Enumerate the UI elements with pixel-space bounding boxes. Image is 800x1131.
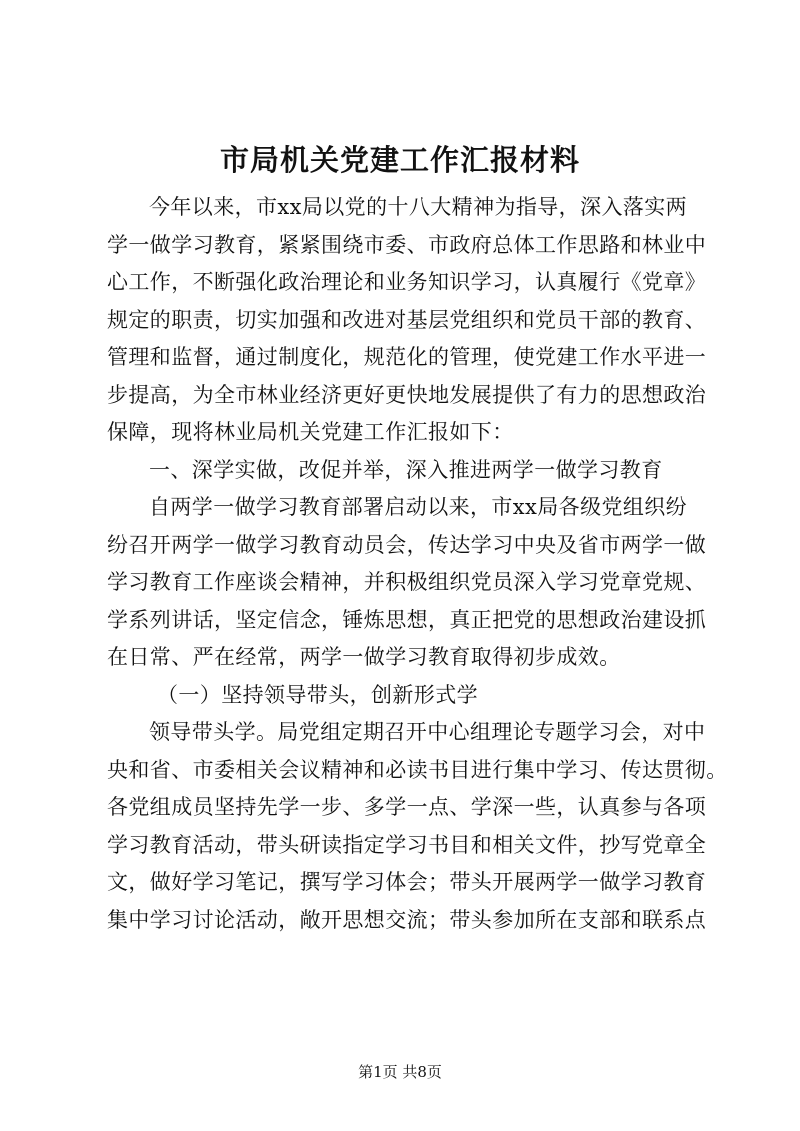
paragraph-line: 管理和监督，通过制度化，规范化的管理，使党建工作水平进一 <box>107 345 707 369</box>
paragraph-line: 在日常、严在经常，两学一做学习教育取得初步成效。 <box>107 645 621 669</box>
paragraph-line: 自两学一做学习教育部署启动以来，市xx局各级党组织纷 <box>149 495 688 519</box>
paragraph-line: 学一做学习教育，紧紧围绕市委、市政府总体工作思路和林业中 <box>107 232 707 257</box>
paragraph-line: 领导带头学。局党组定期召开中心组理论专题学习会，对中 <box>149 720 706 744</box>
paragraph-line: 步提高，为全市林业经济更好更快地发展提供了有力的思想政治 <box>107 382 707 407</box>
paragraph-line: 纷召开两学一做学习教育动员会，传达学习中央及省市两学一做 <box>107 532 707 557</box>
paragraph-line: 学习教育工作座谈会精神，并积极组织党员深入学习党章党规、 <box>107 570 707 594</box>
section-heading: 一、深学实做，改促并举，深入推进两学一做学习教育 <box>149 457 663 482</box>
paragraph-line: 学系列讲话，坚定信念，锤炼思想，真正把党的思想政治建设抓 <box>107 607 707 632</box>
paragraph-line: 规定的职责，切实加强和改进对基层党组织和党员干部的教育、 <box>107 307 707 332</box>
paragraph-line: 心工作，不断强化政治理论和业务知识学习，认真履行《党章》 <box>107 270 707 294</box>
document-title: 市局机关党建工作汇报材料 <box>219 143 580 177</box>
page-footer: 第1页 共8页 <box>358 1063 442 1081</box>
paragraph-line: 学习教育活动，带头研读指定学习书目和相关文件，抄写党章全 <box>107 832 707 857</box>
subsection-heading: （一）坚持领导带头，创新形式学 <box>157 682 478 707</box>
paragraph-line: 各党组成员坚持先学一步、多学一点、学深一些，认真参与各项 <box>107 795 707 819</box>
paragraph-line: 央和省、市委相关会议精神和必读书目进行集中学习、传达贯彻。 <box>107 757 728 782</box>
paragraph-line: 文，做好学习笔记，撰写学习体会；带头开展两学一做学习教育 <box>107 870 707 894</box>
paragraph-line: 保障，现将林业局机关党建工作汇报如下： <box>107 420 514 444</box>
paragraph-line: 集中学习讨论活动，敞开思想交流；带头参加所在支部和联系点 <box>107 907 707 932</box>
document-body <box>107 189 728 939</box>
paragraph-line: 今年以来，市xx局以党的十八大精神为指导，深入落实两 <box>149 195 688 219</box>
